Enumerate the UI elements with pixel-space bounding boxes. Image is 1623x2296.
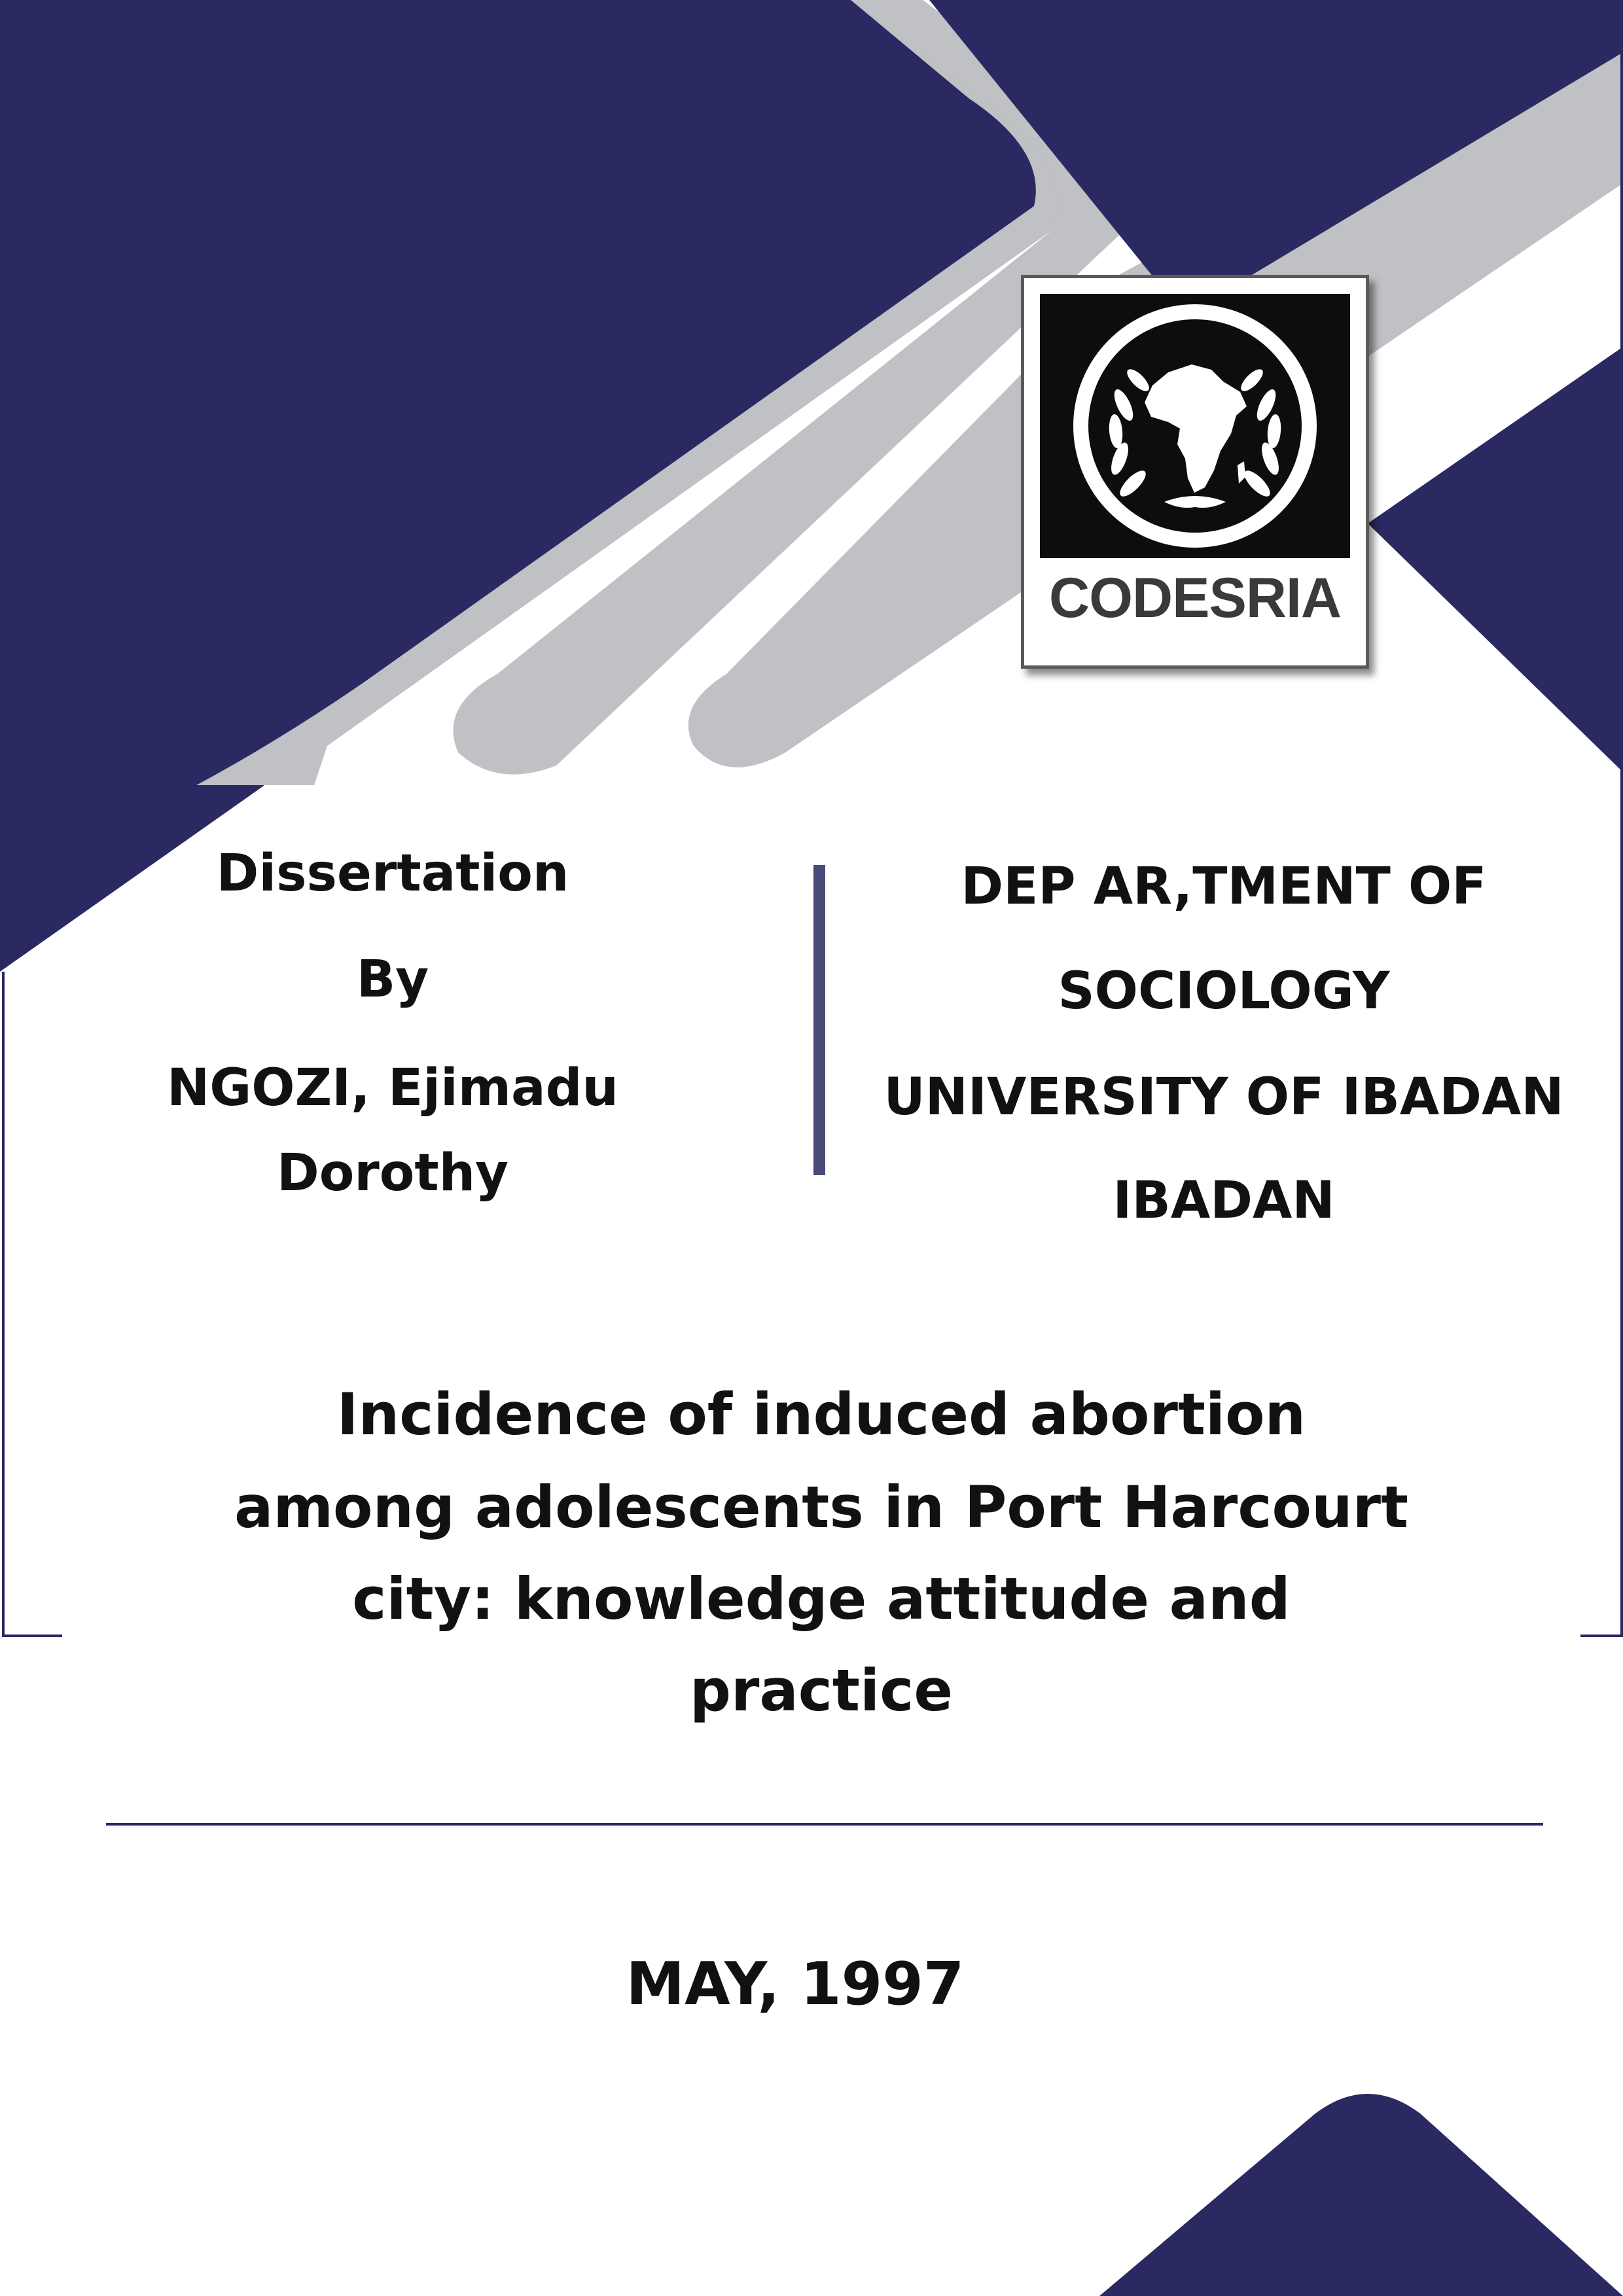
university-line: UNIVERSITY OF IBADAN	[883, 1068, 1564, 1127]
navy-right-shape	[1368, 347, 1623, 772]
city-line: IBADAN	[1113, 1171, 1335, 1230]
africa-wreath-emblem-icon	[1040, 294, 1350, 558]
title-line2: among adolescents in Port Harcourt	[234, 1474, 1409, 1541]
author-name-line2: Dorothy	[276, 1144, 509, 1203]
department-line1: DEP AR,TMENT OF	[961, 857, 1487, 916]
navy-bottom-shape	[1099, 2094, 1623, 2296]
frame-right	[1580, 0, 1622, 1636]
horizontal-rule	[106, 1823, 1543, 1826]
navy-corner-shape	[0, 0, 1057, 972]
title-line4: practice	[689, 1657, 953, 1724]
author-name-line1: NGOZI, Ejimadu	[166, 1059, 618, 1118]
dissertation-label: Dissertation	[216, 844, 569, 903]
date-label: MAY, 1997	[626, 1950, 965, 2019]
frame-left	[3, 972, 62, 1636]
by-label: By	[356, 950, 429, 1009]
logo-black-panel	[1040, 294, 1350, 558]
logo-label: CODESRIA	[1049, 567, 1341, 629]
title-line3: city: knowledge attitude and	[352, 1565, 1291, 1633]
codesria-logo	[1021, 275, 1369, 669]
title-line1: Incidence of induced abortion	[336, 1381, 1306, 1448]
vertical-divider	[813, 865, 825, 1175]
department-line2: SOCIOLOGY	[1058, 962, 1390, 1021]
